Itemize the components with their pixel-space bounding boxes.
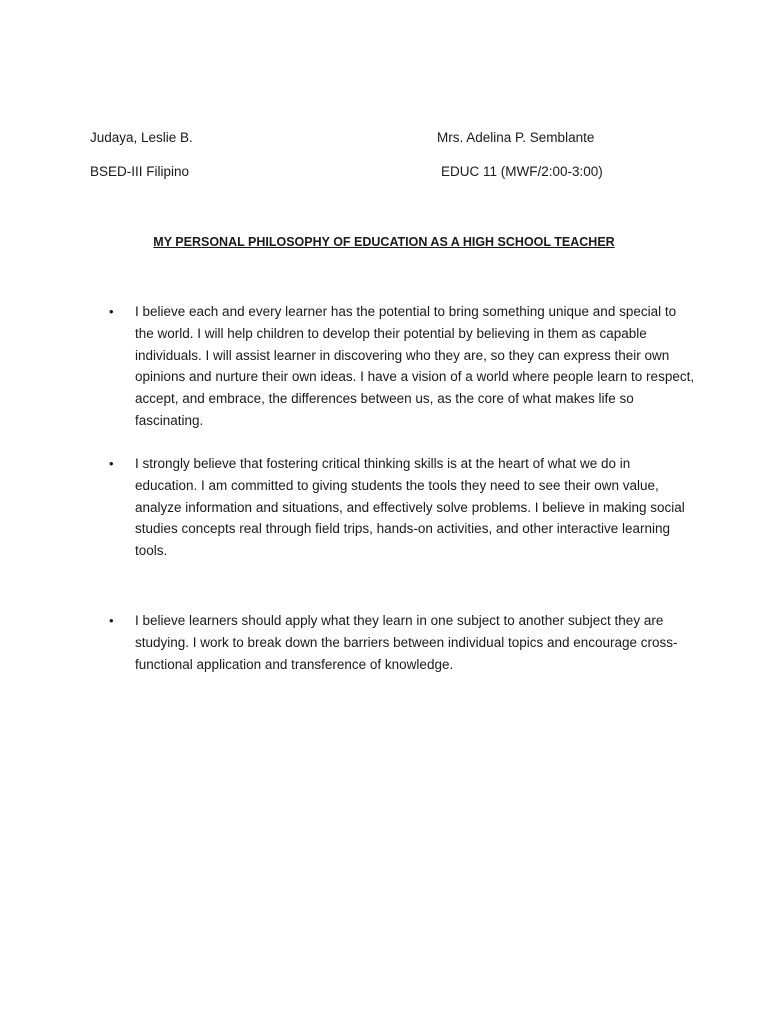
course-program: BSED-III Filipino xyxy=(90,164,190,179)
course-code: EDUC 11 (MWF/2:00-3:00) xyxy=(441,164,603,179)
list-item xyxy=(109,301,695,432)
list-item xyxy=(109,453,695,562)
list-item xyxy=(109,610,695,675)
instructor-name: Mrs. Adelina P. Semblante xyxy=(437,130,595,145)
bullet-icon: • xyxy=(109,456,114,471)
bullet-icon: • xyxy=(109,613,114,628)
list-item-text: I strongly believe that fostering critical thinking skills is at the heart of what we do in education. I am committed to giving students the tools they need to see their own value, analyze information and situations, and effectively solve problems. I believe in making social studies concepts real through field trips, hands-on activities, and other interactive learning tools. xyxy=(135,456,685,559)
list-item-text: I believe learners should apply what they learn in one subject to another subject they are studying. I work to break down the barriers between individual topics and encourage cross-functional application and transference of knowledge. xyxy=(135,613,678,672)
list-item-text: I believe each and every learner has the potential to bring something unique and special to the world. I will help children to develop their potential by believing in them as capable individuals. I will assist learner in discovering who they are, so they can express their own opinions and nurture their own ideas. I have a vision of a world where people learn to respect, accept, and embrace, the differences between us, as the core of what makes life so fascinating. xyxy=(135,304,695,428)
bullet-icon: • xyxy=(109,304,114,319)
student-name: Judaya, Leslie B. xyxy=(90,130,193,145)
document-title: MY PERSONAL PHILOSOPHY OF EDUCATION AS A HIGH SCHOOL TEACHER xyxy=(153,235,615,249)
